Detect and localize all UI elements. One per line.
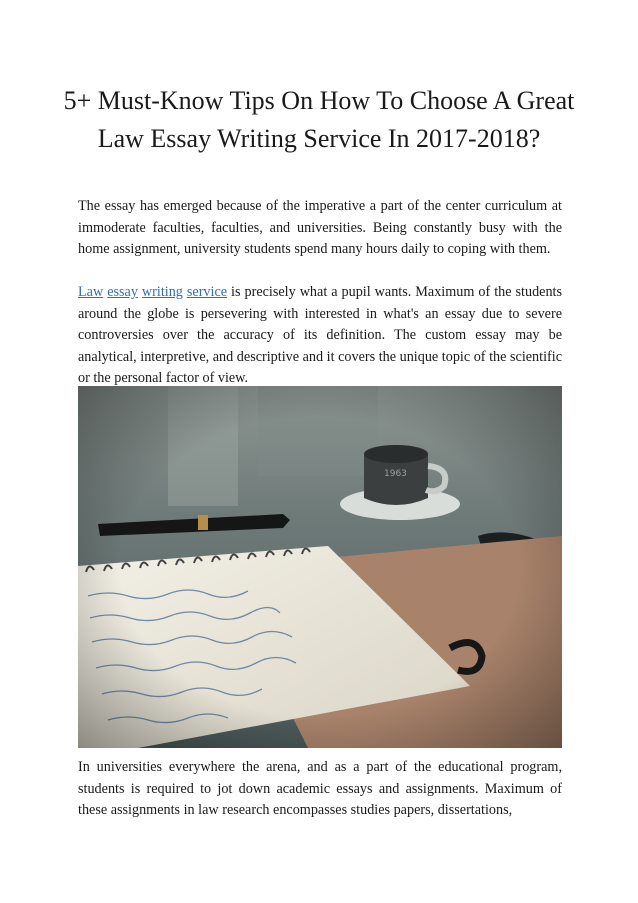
notebook-coffee-photo <box>78 386 562 748</box>
service-paragraph-text: is precisely what a pupil wants. Maximum of the students around the globe is persevering with interested in what's an essay due to severe controversies over the accuracy of its definition. The custom essay may be analytical, interpretive, and descriptive and it covers the unique topic of the scientific or the personal factor of view. <box>78 284 563 387</box>
link-essay[interactable]: essay <box>107 284 138 300</box>
service-paragraph <box>78 282 562 390</box>
link-service[interactable]: service <box>186 284 228 300</box>
university-paragraph: In universities everywhere the arena, and as a part of the educational program, students is required to jot down academic essays and assignments. Maximum of these assignments in law research encompasses studies papers, dissertations, <box>78 759 562 819</box>
link-law[interactable]: Law <box>78 284 104 300</box>
document-title: 5+ Must-Know Tips On How To Choose A Great Law Essay Writing Service In 2017-2018? <box>63 86 575 153</box>
intro-paragraph: The essay has emerged because of the imperative a part of the center curriculum at immoderate faculties, faculties, and universities. Being constantly busy with the home assignment, university students spend many hours daily to coping with them. <box>78 198 562 258</box>
link-writing[interactable]: writing <box>141 284 183 300</box>
